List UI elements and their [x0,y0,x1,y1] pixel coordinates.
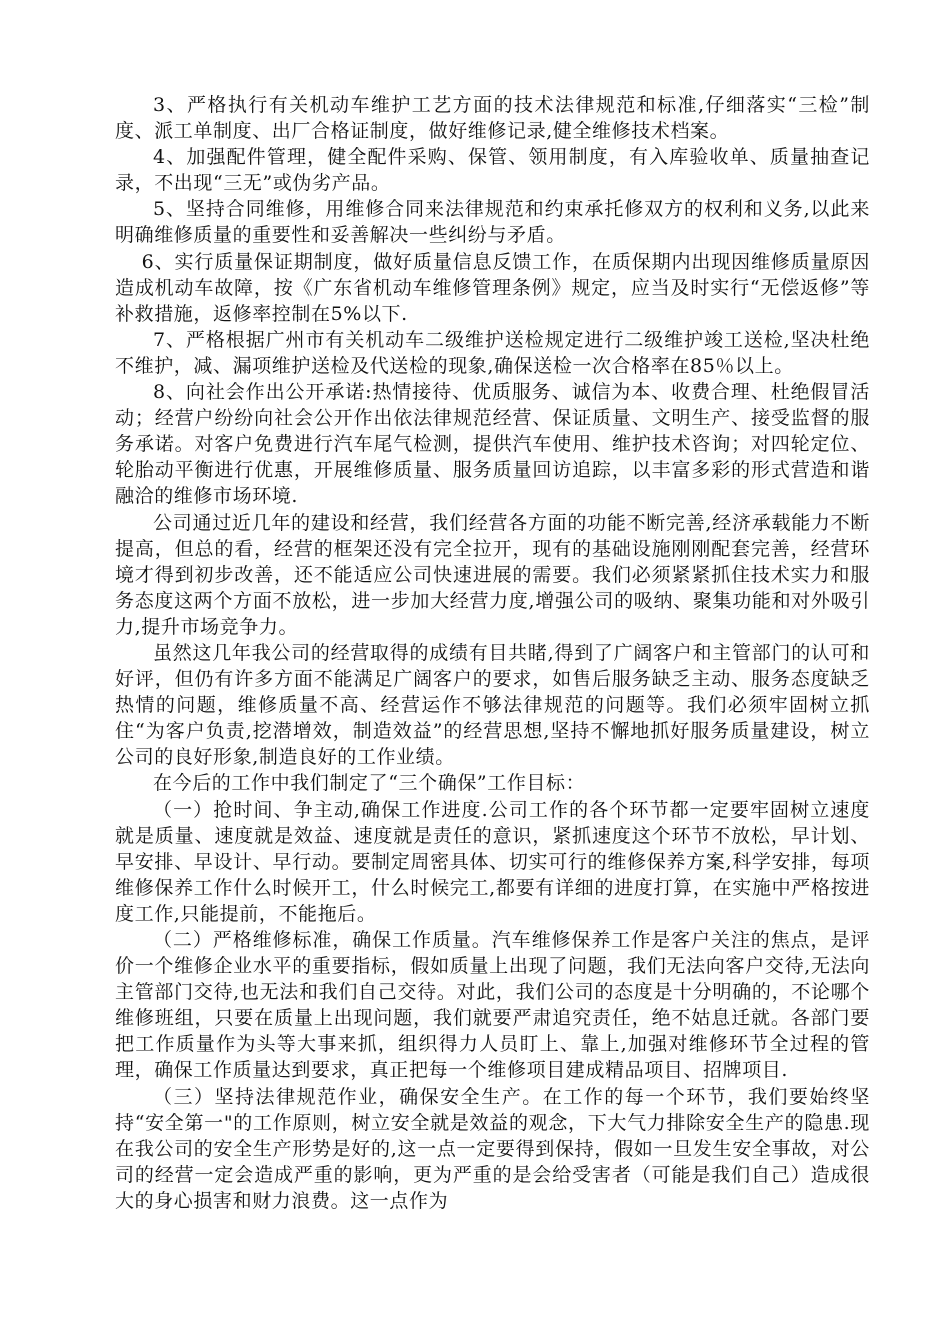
paragraph-item-4: 4、加强配件管理，健全配件采购、保管、领用制度，有入库验收单、质量抽查记录，不出现“三无”或伪劣产品。 [115,146,870,195]
document-body [115,92,870,1214]
paragraph-achievements: 虽然这几年我公司的经营取得的成绩有目共睹,得到了广阔客户和主管部门的认可和好评，但仍有许多方面不能满足广阔客户的要求，如售后服务缺乏主动、服务态度缺乏热情的问题，维修质量不高、经营运作不够法律规范的问题等。我们必须牢固树立抓住“为客户负责,挖潜增效，制造效益”的经营思想,坚持不懈地抓好服务质量建设，树立公司的良好形象,制造良好的工作业绩。 [115,641,870,769]
paragraph-item-6: 6、实行质量保证期制度，做好质量信息反馈工作，在质保期内出现因维修质量原因造成机动车故障，按《广东省机动车维修管理条例》规定，应当及时实行“无偿返修”等补救措施，返修率控制在5%以下. [115,250,870,325]
paragraph-goal-3: （三）坚持法律规范作业，确保安全生产。在工作的每一个环节，我们要始终坚持“安全第一"的工作原则，树立安全就是效益的观念，下大气力排除安全生产的隐患.现在我公司的安全生产形势是好的,这一点一定要得到保持，假如一旦发生安全事故，对公司的经营一定会造成严重的影响，更为严重的是会给受害者（可能是我们自己）造成很大的身心损害和财力浪费。这一点作为 [115,1085,870,1212]
paragraph-item-7: 7、严格根据广州市有关机动车二级维护送检规定进行二级维护竣工送检,坚决杜绝不维护，减、漏项维护送检及代送检的现象,确保送检一次合格率在85％以上。 [115,328,870,377]
paragraph-item-8: 8、向社会作出公开承诺:热情接待、优质服务、诚信为本、收费合理、杜绝假冒活动；经营户纷纷向社会公开作出依法律规范经营、保证质量、文明生产、接受监督的服务承诺。对客户免费进行汽车尾气检测，提供汽车使用、维护技术咨询；对四轮定位、轮胎动平衡进行优惠，开展维修质量、服务质量回访追踪，以丰富多彩的形式营造和谐融洽的维修市场环境. [115,381,870,508]
paragraph-item-3: 3、严格执行有关机动车维护工艺方面的技术法律规范和标准,仔细落实“三检”制度、派工单制度、出厂合格证制度，做好维修记录,健全维修技术档案。 [115,94,870,143]
paragraph-goals-intro: 在今后的工作中我们制定了“三个确保”工作目标： [153,772,586,795]
paragraph-company-development: 公司通过近几年的建设和经营，我们经营各方面的功能不断完善,经济承载能力不断提高，但总的看，经营的框架还没有完全拉开，现有的基础设施刚刚配套完善，经营环境才得到初步改善，还不能适应公司快速进展的需要。我们必须紧紧抓住技术实力和服务态度这两个方面不放松，进一步加大经营力度,增强公司的吸纳、聚集功能和对外吸引力,提升市场竞争力。 [115,511,870,638]
paragraph-goal-2: （二）严格维修标准，确保工作质量。汽车维修保养工作是客户关注的焦点，是评价一个维修企业水平的重要指标，假如质量上出现了问题，我们无法向客户交待,无法向主管部门交待,也无法和我们自己交待。对此，我们公司的态度是十分明确的，不论哪个维修班组，只要在质量上出现问题，我们就要严肃追究责任，绝不姑息迁就。各部门要把工作质量作为头等大事来抓，组织得力人员盯上、靠上,加强对维修环节全过程的管理，确保工作质量达到要求，真正把每一个维修项目建成精品项目、招牌项目. [115,929,870,1082]
paragraph-goal-1: （一）抢时间、争主动,确保工作进度.公司工作的各个环节都一定要牢固树立速度就是质量、速度就是效益、速度就是责任的意识，紧抓速度这个环节不放松，早计划、早安排、早设计、早行动。要制定周密具体、切实可行的维修保养方案,科学安排，每项维修保养工作什么时候开工，什么时候完工,都要有详细的进度打算，在实施中严格按进度工作,只能提前，不能拖后。 [115,798,870,925]
paragraph-item-5: 5、坚持合同维修，用维修合同来法律规范和约束承托修双方的权利和义务,以此来明确维修质量的重要性和妥善解决一些纠纷与矛盾。 [115,198,870,247]
